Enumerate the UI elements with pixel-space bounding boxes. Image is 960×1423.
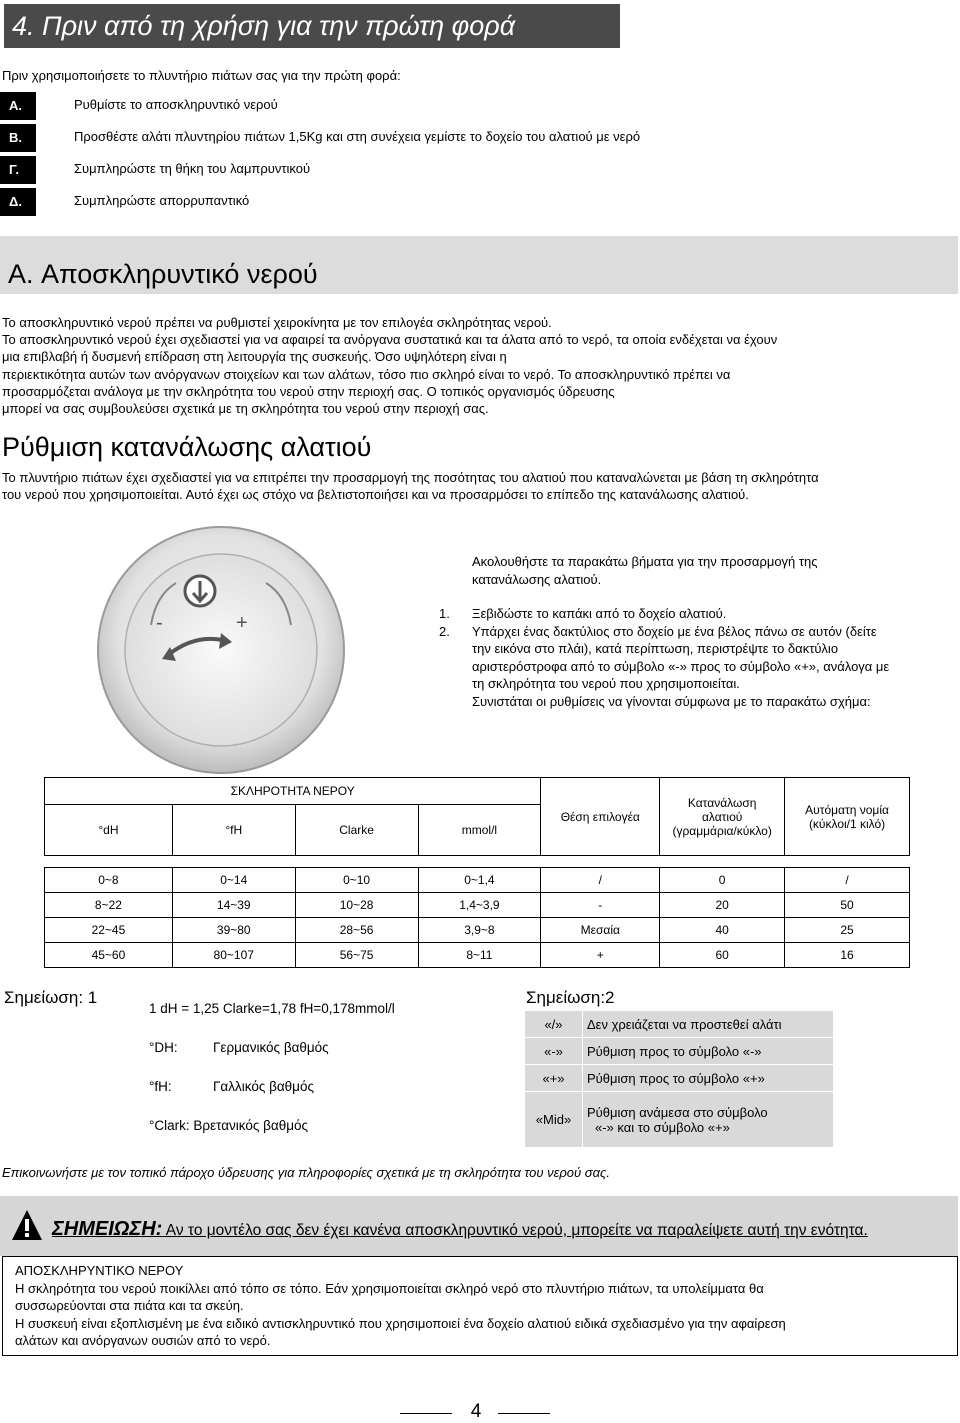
step-letter: A.: [0, 92, 36, 120]
step-text: Προσθέστε αλάτι πλυντηρίου πιάτων 1,5Kg και στη συνέχεια γεμίστε το δοχείο του αλατιού με νερό: [74, 129, 641, 144]
step-letter: Γ.: [0, 156, 36, 184]
symbol-cell: «/»: [525, 1011, 583, 1038]
salt-heading: Ρύθμιση κατανάλωσης αλατιού: [2, 432, 372, 462]
note2-title: Σημείωση:2: [526, 988, 615, 1007]
consumption-header: [660, 778, 785, 856]
text-line: την εικόνα στο πλάι), κατά περίπτωση, περιστρέψτε το δακτύλιο: [472, 641, 839, 656]
unit-header: °fH: [172, 805, 295, 856]
step-text: Συμπληρώστε τη θήκη του λαμπρυντικού: [74, 161, 311, 176]
text-line: Ακολουθήστε τα παρακάτω βήματα για την προσαρμογή της: [472, 554, 818, 569]
list-item: [439, 623, 958, 711]
header-line: Κατανάλωση: [687, 795, 757, 810]
text-line: Υπάρχει ένας δακτύλιος στο δοχείο με ένα βέλος πάνω σε αυτόν (δείτε: [472, 623, 877, 639]
table-row: [45, 918, 910, 943]
text-line: αριστερόστροφα από το σύμβολο «-» προς το σύμβολο «+», ανάλογα με: [472, 658, 890, 674]
note1-clark: °Clark: Βρετανικός βαθμός: [149, 1118, 309, 1133]
unit-header: °dH: [45, 805, 173, 856]
table-cell: 0: [660, 868, 785, 893]
table-cell: 80~107: [172, 943, 295, 968]
warning-label: ΣΗΜΕΙΩΣΗ:: [52, 1218, 163, 1240]
hardness-table: [44, 777, 910, 968]
table-cell: 28~56: [295, 918, 418, 943]
table-row: [45, 868, 910, 893]
page-title: 4. Πριν από τη χρήση για την πρώτη φορά: [4, 4, 620, 48]
table-row: [45, 893, 910, 918]
note2-table: [524, 1010, 834, 1148]
warning-text: [52, 1218, 868, 1241]
section-a-paragraph: [2, 331, 960, 417]
table-cell: 8~11: [418, 943, 541, 968]
note1-dh-key: °DH:: [149, 1040, 178, 1055]
text-line: Συνιστάται οι ρυθμίσεις να γίνονται σύμφωνα με το παρακάτω σχήμα:: [472, 693, 871, 709]
step-letter: B.: [0, 124, 36, 152]
text-line: Το πλυντήριο πιάτων έχει σχεδιαστεί για να επιτρέπει την προσαρμογή της ποσότητας του αλατιού που καταναλώνεται με βάση τη σκληρότητα: [2, 470, 819, 485]
table-cell: 0~1,4: [418, 868, 541, 893]
text-line: τη σκληρότητα του νερού που χρησιμοποιείται.: [472, 676, 740, 691]
table-cell: 20: [660, 893, 785, 918]
text-line: προσαρμόζεται ανάλογα με την σκληρότητα του νερού στην περιοχή σας. Ο τοπικός οργανισμός ύδρευσης: [2, 383, 615, 399]
note1-fh-key: °fH:: [149, 1079, 172, 1094]
symbol-cell: «+»: [525, 1065, 583, 1092]
list-item: [439, 605, 958, 623]
table-cell: Μεσαία: [541, 918, 660, 943]
table-cell: 56~75: [295, 943, 418, 968]
text-line: αλάτων και ανόργανων ουσιών από το νερό.: [15, 1333, 271, 1348]
table-row: [525, 1038, 834, 1065]
table-cell: 8~22: [45, 893, 173, 918]
header-line: Αυτόματη νομία: [805, 802, 889, 817]
step-text: Ξεβιδώστε το καπάκι από το δοχείο αλατιού.: [472, 606, 727, 621]
step-text: Συμπληρώστε απορρυπαντικό: [74, 193, 250, 208]
text-line: Η σκληρότητα του νερού ποικίλλει από τόπο σε τόπο. Εάν χρησιμοποιείται σκληρό νερό στο πλυντήριο πιάτων, τα υπολείμματα θα: [15, 1280, 764, 1296]
table-cell: /: [541, 868, 660, 893]
dial-minus: -: [156, 612, 163, 634]
step-number: 1.: [439, 606, 450, 621]
header-line: (κύκλοι/1 κιλό): [808, 816, 886, 831]
list-item: [0, 156, 900, 184]
table-row: [45, 943, 910, 968]
contact-note: Επικοινωνήστε με τον τοπικό πάροχο ύδρευσης για πληροφορίες σχετικά με τη σκληρότητα του νερού σας.: [2, 1165, 610, 1180]
page-number-rule: [400, 1413, 452, 1414]
table-spacer: [45, 856, 910, 868]
table-row: [525, 1011, 834, 1038]
description-cell: Δεν χρειάζεται να προστεθεί αλάτι: [583, 1011, 834, 1038]
table-cell: 3,9~8: [418, 918, 541, 943]
unit-header: mmol/l: [418, 805, 541, 856]
symbol-cell: «-»: [525, 1038, 583, 1065]
table-group-header: ΣΚΛΗΡΟΤΗΤΑ ΝΕΡΟΥ: [45, 778, 541, 805]
table-row: [525, 1092, 834, 1148]
box-title: ΑΠΟΣΚΛΗΡΥΝΤΙΚΟ ΝΕΡΟΥ: [15, 1263, 184, 1278]
section-a-line1: Το αποσκληρυντικό νερού πρέπει να ρυθμιστεί χειροκίνητα με τον επιλογέα σκληρότητας νερού.: [2, 315, 552, 330]
table-cell: +: [541, 943, 660, 968]
description-cell: [583, 1092, 834, 1148]
symbol-cell: «Mid»: [525, 1092, 583, 1148]
salt-dial-illustration: [96, 525, 346, 775]
table-cell: 0~10: [295, 868, 418, 893]
table-cell: 0~14: [172, 868, 295, 893]
table-cell: 25: [785, 918, 910, 943]
header-line: (γραμμάρια/κύκλο): [672, 823, 772, 838]
table-cell: /: [785, 868, 910, 893]
position-header: Θέση επιλογέα: [541, 778, 660, 856]
softener-info-box: [2, 1256, 958, 1356]
step-number: 2.: [439, 623, 450, 639]
list-item: [0, 188, 900, 216]
table-cell: 10~28: [295, 893, 418, 918]
unit-header: Clarke: [295, 805, 418, 856]
table-cell: -: [541, 893, 660, 918]
header-line: αλατιού: [701, 809, 743, 824]
table-cell: 14~39: [172, 893, 295, 918]
text-line: μια επιβλαβή ή δυσμενή επίδραση στη λειτουργία της συσκευής. Όσο υψηλότερη είναι η: [2, 349, 507, 365]
text-line: Ρύθμιση ανάμεσα στο σύμβολο: [587, 1104, 768, 1120]
adjust-instructions: [439, 553, 958, 710]
note1-equation: 1 dH = 1,25 Clarke=1,78 fH=0,178mmol/l: [149, 1001, 395, 1016]
text-line: συσσωρεύονται στα πιάτα και τα σκεύη.: [15, 1298, 244, 1313]
text-line: Η συσκευή είναι εξοπλισμένη με ένα ειδικό αντισκληρυντικό που χρησιμοποιεί ένα δοχείο αλατιού ειδικά σχεδιασμένο για την αφαίρεση: [15, 1315, 786, 1331]
page-number-rule: [498, 1413, 550, 1414]
text-line: του νερού που χρησιμοποιείται. Αυτό έχει ως στόχο να βελτιστοποιήσει και να προσαρμόσει το επίπεδο της κατανάλωσης αλατιού.: [2, 487, 749, 503]
text-line: Το αποσκληρυντικό νερού έχει σχεδιαστεί για να αφαιρεί τα ανόργανα συστατικά και τα άλατα από το νερό, τα οποία ενδέχεται να έχουν: [2, 332, 778, 347]
description-cell: Ρύθμιση προς το σύμβολο «-»: [583, 1038, 834, 1065]
step-text: Ρυθμίστε το αποσκληρυντικό νερού: [74, 97, 278, 112]
table-cell: 40: [660, 918, 785, 943]
dial-inner-disc: [125, 554, 317, 746]
description-cell: Ρύθμιση προς το σύμβολο «+»: [583, 1065, 834, 1092]
dial-plus: +: [236, 612, 248, 634]
list-item: [0, 124, 900, 152]
warning-message: Αν το μοντέλο σας δεν έχει κανένα αποσκληρυντικό νερού, μπορείτε να παραλείψετε αυτή την ενότητα.: [162, 1222, 868, 1239]
table-row: [525, 1065, 834, 1092]
note1-fh-value: Γαλλικός βαθμός: [213, 1079, 314, 1094]
table-cell: 45~60: [45, 943, 173, 968]
salt-paragraph: [2, 469, 960, 504]
table-cell: 60: [660, 943, 785, 968]
table-cell: 39~80: [172, 918, 295, 943]
page-number: 4: [470, 1401, 482, 1422]
table-cell: 16: [785, 943, 910, 968]
note1-title: Σημείωση: 1: [4, 988, 98, 1007]
text-line: περιεκτικότητα αυτών των ανόργανων στοιχείων και των αλάτων, τόσο πιο σκληρό είναι το νερό. Το αποσκληρυντικό πρέπει να: [2, 366, 731, 382]
table-cell: 22~45: [45, 918, 173, 943]
text-line: κατανάλωσης αλατιού.: [472, 571, 602, 587]
table-cell: 50: [785, 893, 910, 918]
intro-text: Πριν χρησιμοποιήσετε το πλυντήριο πιάτων σας για την πρώτη φορά:: [2, 68, 401, 83]
step-letter: Δ.: [0, 188, 36, 216]
section-a-heading: A. Αποσκληρυντικό νερού: [0, 236, 958, 294]
note1-dh-value: Γερμανικός βαθμός: [213, 1040, 329, 1055]
table-cell: 0~8: [45, 868, 173, 893]
auto-header: [785, 778, 910, 856]
text-line: «-» και το σύμβολο «+»: [595, 1119, 730, 1135]
text-line: μπορεί να σας συμβουλεύσει σχετικά με τη σκληρότητα του νερού στην περιοχή σας.: [2, 401, 489, 417]
table-cell: 1,4~3,9: [418, 893, 541, 918]
warning-icon: [10, 1208, 44, 1242]
list-item: [0, 92, 900, 120]
